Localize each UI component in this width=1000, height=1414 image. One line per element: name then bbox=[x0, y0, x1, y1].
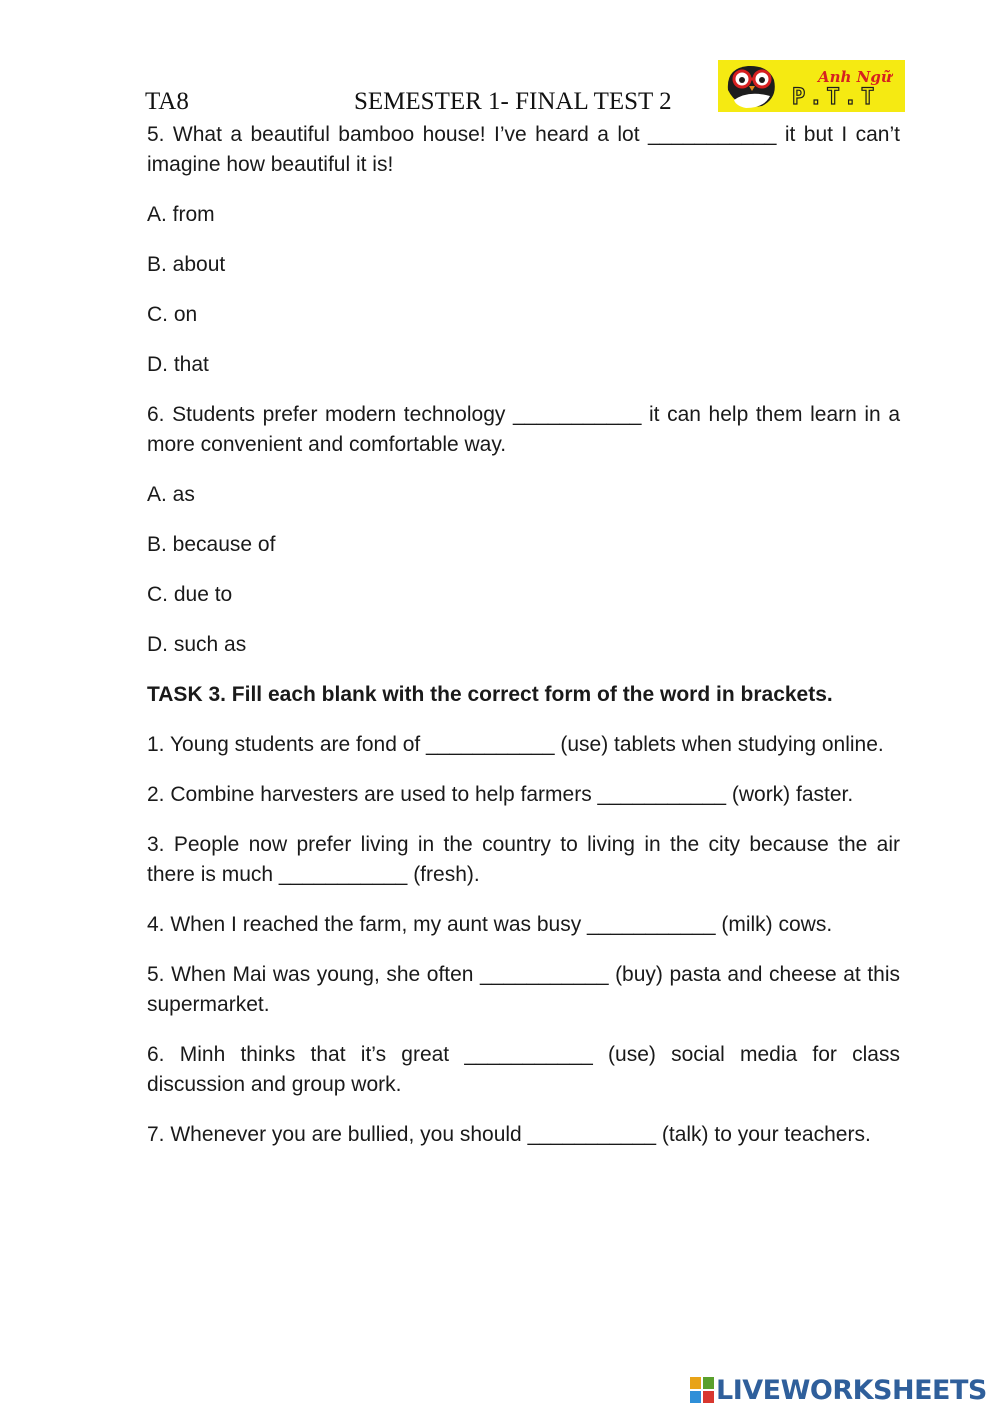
liveworksheets-logo-icon bbox=[690, 1377, 714, 1403]
brand-text: LIVEWORKSHEETS bbox=[716, 1374, 987, 1406]
answer-option: C. on bbox=[147, 303, 198, 326]
question-text: 4. When I reached the farm, my aunt was busy ___________ (milk) cows. bbox=[147, 913, 833, 936]
answer-option: C. due to bbox=[147, 583, 233, 606]
logo-text-top: Anh Ngữ bbox=[818, 68, 892, 86]
logo-text-bottom: P.T.T bbox=[792, 85, 879, 110]
answer-option: D. such as bbox=[147, 633, 247, 656]
owl-logo-icon bbox=[718, 60, 905, 112]
worksheet-body bbox=[147, 120, 900, 1170]
question-text: 5. When Mai was young, she often ___________ (buy) pasta and cheese at this supermarket. bbox=[147, 963, 900, 1016]
test-title: SEMESTER 1- FINAL TEST 2 bbox=[354, 88, 672, 115]
liveworksheets-brand bbox=[690, 1374, 987, 1406]
question-text: 2. Combine harvesters are used to help farmers ___________ (work) faster. bbox=[147, 783, 854, 806]
answer-option: D. that bbox=[147, 353, 209, 376]
question-text: 6. Minh thinks that it’s great ___________ (use) social media for class discussion and group work. bbox=[147, 1043, 900, 1096]
question-text: 5. What a beautiful bamboo house! I’ve heard a lot ___________ it but I can’t imagine how beautiful it is! bbox=[147, 123, 900, 176]
course-code: TA8 bbox=[145, 88, 189, 115]
question-text: 6. Students prefer modern technology ___________ it can help them learn in a more convenient and comfortable way. bbox=[147, 403, 900, 456]
question-text: 7. Whenever you are bullied, you should ___________ (talk) to your teachers. bbox=[147, 1123, 871, 1146]
answer-option: B. because of bbox=[147, 533, 276, 556]
question-text: 3. People now prefer living in the country to living in the city because the air there is much ___________ (fresh). bbox=[147, 833, 900, 886]
question-text: 1. Young students are fond of ___________ (use) tablets when studying online. bbox=[147, 733, 884, 756]
answer-option: A. as bbox=[147, 483, 195, 506]
school-logo bbox=[718, 60, 905, 112]
answer-option: B. about bbox=[147, 253, 226, 276]
task-heading: TASK 3. Fill each blank with the correct form of the word in brackets. bbox=[147, 683, 833, 706]
answer-option: A. from bbox=[147, 203, 215, 226]
